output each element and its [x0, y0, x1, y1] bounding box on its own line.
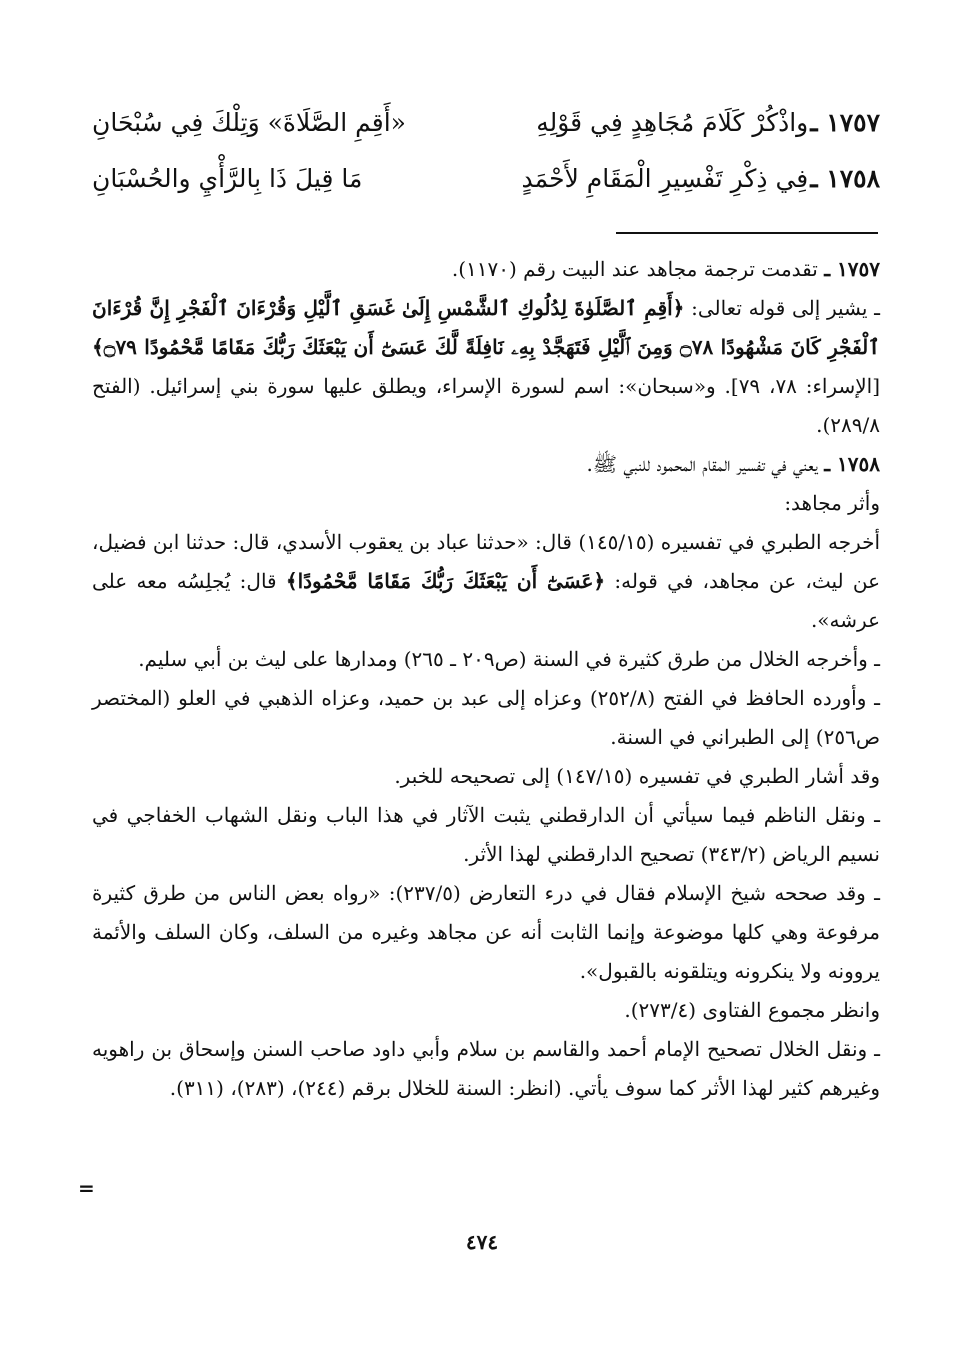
- verse-number: ١٧٥٨ ـ: [810, 164, 880, 193]
- footnote-text: تقدمت ترجمة مجاهد عند البيت رقم (١١٧٠).: [451, 257, 818, 281]
- footnote-number: ١٧٥٨ ـ: [824, 452, 880, 476]
- verse-1757: [92, 108, 880, 148]
- verse-second-hemistich: «أَقِمِ الصَّلَاةَ» وَتِلْكَ فِي سُبْحَانِ: [92, 108, 406, 137]
- footnote-1757: [92, 250, 880, 289]
- verse-first-hemistich: فِي ذِكْرِ تَفْسِيرِ الْمَقَامِ لأَحْمَدٍ: [521, 164, 809, 193]
- footnote-paragraph: [92, 523, 880, 640]
- footnote-paragraph: ـ ونقل الناظم فيما سيأتي أن الدارقطني يثبت الآثار في هذا الباب ونقل الشهاب الخفاجي في نسيم الرياض (٣٤٣/٢) تصحيح الدارقطني لهذا الأثر.: [92, 803, 880, 866]
- footnote-paragraph: ـ ونقل الخلال تصحيح الإمام أحمد والقاسم بن سلام وأبي داود صاحب السنن وإسحاق بن راهويه وغيرهم كثير لهذا الأثر كما سوف يأتي. (انظر: السنة للخلال برقم (٢٤٤)، (٢٨٣)، (٣١١).: [92, 1037, 880, 1100]
- footnote-text: أخرجه الطبري في تفسيره (١٤٥/١٥) قال: «حدثنا عباد بن يعقوب الأسدي، قال: حدثنا ابن فضيل، عن ليث، عن مجاهد، في قوله:: [92, 530, 881, 593]
- footnote-number: ١٧٥٧ ـ: [824, 257, 880, 281]
- footnote-paragraph: [92, 289, 880, 445]
- footnote-paragraph: ـ وأخرجه الخلال من طرق كثيرة في السنة (ص٢٠٩ ـ ٢٦٥) ومدارها على ليث بن أبي سليم.: [138, 647, 880, 671]
- footnote-text: يعني في تفسير المقام المحمود للنبي ﷺ.: [586, 452, 818, 476]
- verse-1758: [92, 164, 880, 204]
- quran-quote: ﴿عَسَىٰٓ أَن يَبْعَثَكَ رَبُّكَ مَقَامًا مَّحْمُودًا﴾: [285, 569, 606, 593]
- footnotes: [92, 250, 880, 1108]
- verse-first-hemistich: واذْكُرْ كَلَامَ مُجَاهِدٍ فِي قَوْلِهِ: [536, 108, 809, 137]
- quran-quote: ﴿أَقِمِ ٱلصَّلَوٰةَ لِدُلُوكِ ٱلشَّمْسِ إِلَىٰ غَسَقِ ٱلَّيْلِ وَقُرْءَانَ ٱلْفَجْرِ إِنَّ قُرْءَانَ ٱلْفَجْرِ كَانَ مَشْهُودًا ۝٧٨ وَمِنَ ٱلَّيْلِ فَتَهَجَّدْ بِهِۦ نَافِلَةً لَّكَ عَسَىٰٓ أَن يَبْعَثَكَ رَبُّكَ مَقَامًا مَّحْمُودًا ۝٧٩﴾: [92, 296, 880, 359]
- verse-second-hemistich: مَا قِيلَ ذَا بِالرَّأْيِ والحُسْبَانِ: [92, 164, 363, 193]
- footnote-separator: [616, 232, 878, 234]
- footnote-paragraph: وأثر مجاهد:: [784, 491, 880, 515]
- footnote-text: قال: يُجلِسُه معه على عرشه».: [92, 569, 880, 632]
- footnote-paragraph: وقد أشار الطبري في تفسيره (١٤٧/١٥) إلى تصحيحه للخبر.: [394, 764, 880, 788]
- continuation-mark: =: [78, 1176, 95, 1200]
- page-number: ٤٧٤: [465, 1230, 499, 1254]
- footnote-1758: [92, 445, 880, 484]
- footnote-paragraph: وانظر مجموع الفتاوى (٢٧٣/٤).: [624, 998, 880, 1022]
- footnote-paragraph: ـ وقد صححه شيخ الإسلام فقال في درء التعارض (٢٣٧/٥): «رواه بعض الناس من طرق كثيرة مرفوعة وهي كلها موضوعة وإنما الثابت أنه عن مجاهد وغيره من السلف، وكان السلف والأئمة يروونه ولا ينكرونه ويتلقونه بالقبول».: [92, 881, 880, 983]
- footnote-paragraph: ـ وأورده الحافظ في الفتح (٢٥٢/٨) وعزاه إلى عبد بن حميد، وعزاه الذهبي في العلو (المختصر ص٢٥٦) إلى الطبراني في السنة.: [92, 686, 880, 749]
- verse-number: ١٧٥٧ ـ: [810, 108, 880, 137]
- footnote-text: [الإسراء: ٧٨، ٧٩]. و«سبحان»: اسم لسورة الإسراء، ويطلق عليها سورة بني إسرائيل. (الفتح ٢٨٩/٨).: [92, 374, 880, 437]
- footnote-text: ـ يشير إلى قوله تعالى:: [684, 296, 881, 320]
